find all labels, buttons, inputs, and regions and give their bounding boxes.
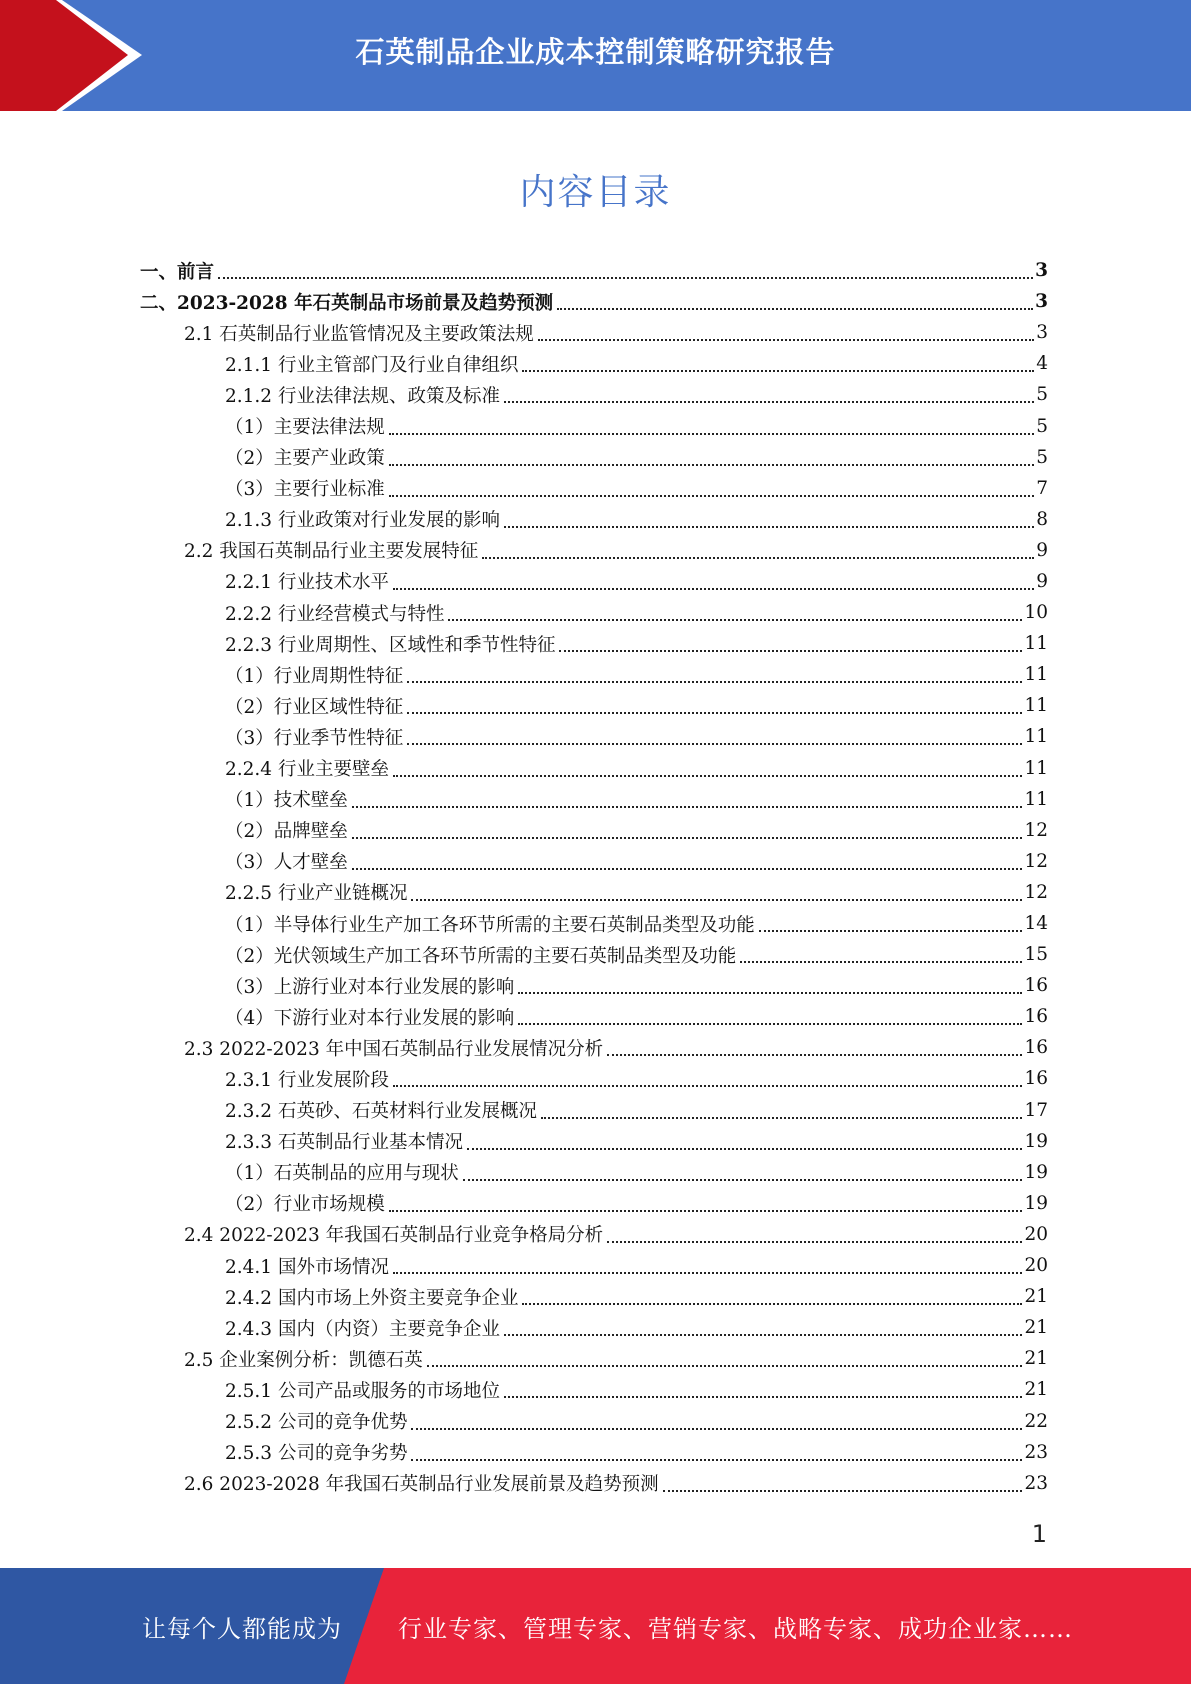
toc-entry-page: 15 bbox=[1024, 944, 1048, 966]
toc-leader-dots bbox=[541, 1116, 1022, 1119]
toc-leader-dots bbox=[448, 618, 1022, 621]
toc-leader-dots bbox=[559, 649, 1022, 652]
toc-entry[interactable] bbox=[140, 504, 1048, 535]
toc-entry[interactable] bbox=[140, 1095, 1048, 1126]
toc-entry-label: （3）主要行业标准 bbox=[225, 479, 385, 501]
toc-entry-page: 12 bbox=[1024, 881, 1048, 903]
toc-entry-page: 21 bbox=[1024, 1317, 1048, 1339]
toc-entry-label: 2.5.2 公司的竞争优势 bbox=[225, 1412, 408, 1434]
toc-entry-label: （1）石英制品的应用与现状 bbox=[225, 1163, 459, 1185]
toc-entry-label: （4）下游行业对本行业发展的影响 bbox=[225, 1007, 515, 1029]
toc-leader-dots bbox=[352, 836, 1023, 839]
toc-entry-page: 23 bbox=[1024, 1472, 1048, 1494]
toc-entry-label: 2.2.4 行业主要壁垒 bbox=[225, 759, 389, 781]
toc-entry-page: 3 bbox=[1035, 291, 1048, 313]
toc-entry[interactable] bbox=[140, 721, 1048, 752]
toc-entry[interactable] bbox=[140, 1343, 1048, 1374]
toc-entry-label: （1）行业周期性特征 bbox=[225, 665, 404, 687]
table-of-contents bbox=[140, 255, 1048, 1499]
toc-entry-label: 二、2023-2028 年石英制品市场前景及趋势预测 bbox=[140, 292, 554, 314]
toc-entry-label: 2.4 2022-2023 年我国石英制品行业竞争格局分析 bbox=[184, 1225, 604, 1247]
toc-leader-dots bbox=[557, 307, 1033, 310]
toc-leader-dots bbox=[411, 898, 1022, 901]
toc-entry[interactable] bbox=[140, 442, 1048, 473]
footer-slogan-right: 行业专家、管理专家、营销专家、战略专家、成功企业家…… bbox=[398, 1614, 1073, 1643]
toc-leader-dots bbox=[482, 556, 1034, 559]
toc-leader-dots bbox=[393, 587, 1034, 590]
toc-entry-page: 9 bbox=[1036, 539, 1048, 561]
toc-leader-dots bbox=[407, 711, 1022, 714]
toc-entry-page: 10 bbox=[1024, 602, 1048, 624]
toc-entry-label: 2.3.3 石英制品行业基本情况 bbox=[225, 1132, 463, 1154]
toc-leader-dots bbox=[467, 1147, 1022, 1150]
toc-entry-page: 7 bbox=[1036, 477, 1048, 499]
toc-leader-dots bbox=[427, 1364, 1023, 1367]
toc-entry[interactable] bbox=[140, 473, 1048, 504]
toc-entry-page: 21 bbox=[1024, 1379, 1048, 1401]
toc-entry[interactable] bbox=[140, 535, 1048, 566]
toc-entry[interactable] bbox=[140, 286, 1048, 317]
toc-entry-label: （2）品牌壁垒 bbox=[225, 821, 348, 843]
toc-entry-label: 2.2.1 行业技术水平 bbox=[225, 572, 389, 594]
toc-leader-dots bbox=[522, 369, 1034, 372]
toc-leader-dots bbox=[218, 276, 1033, 279]
toc-entry[interactable] bbox=[140, 1126, 1048, 1157]
toc-leader-dots bbox=[389, 432, 1034, 435]
toc-entry-page: 20 bbox=[1024, 1255, 1048, 1277]
toc-entry[interactable] bbox=[140, 877, 1048, 908]
toc-entry-label: 2.3.2 石英砂、石英材料行业发展概况 bbox=[225, 1101, 537, 1123]
toc-entry[interactable] bbox=[140, 1032, 1048, 1063]
toc-entry[interactable] bbox=[140, 1188, 1048, 1219]
toc-entry-page: 16 bbox=[1024, 1037, 1048, 1059]
toc-leader-dots bbox=[411, 1458, 1022, 1461]
toc-entry-label: （2）行业区域性特征 bbox=[225, 696, 404, 718]
toc-entry-label: （1）主要法律法规 bbox=[225, 417, 385, 439]
toc-entry-label: 2.5 企业案例分析：凯德石英 bbox=[184, 1349, 423, 1371]
toc-leader-dots bbox=[389, 494, 1034, 497]
toc-entry-page: 11 bbox=[1024, 695, 1048, 717]
toc-entry-label: （3）上游行业对本行业发展的影响 bbox=[225, 976, 515, 998]
toc-entry-page: 11 bbox=[1024, 726, 1048, 748]
toc-entry[interactable] bbox=[140, 1219, 1048, 1250]
toc-leader-dots bbox=[522, 1302, 1022, 1305]
toc-entry-label: （3）人才壁垒 bbox=[225, 852, 348, 874]
toc-entry-page: 16 bbox=[1024, 1068, 1048, 1090]
toc-leader-dots bbox=[607, 1053, 1022, 1056]
toc-entry-label: （1）技术壁垒 bbox=[225, 790, 348, 812]
toc-entry[interactable] bbox=[140, 1063, 1048, 1094]
toc-entry-page: 22 bbox=[1024, 1410, 1048, 1432]
toc-entry[interactable] bbox=[140, 410, 1048, 441]
toc-entry-page: 9 bbox=[1036, 570, 1048, 592]
toc-entry[interactable] bbox=[140, 1312, 1048, 1343]
toc-entry[interactable] bbox=[140, 846, 1048, 877]
toc-entry[interactable] bbox=[140, 317, 1048, 348]
toc-entry-label: 2.2.5 行业产业链概况 bbox=[225, 883, 408, 905]
page-header bbox=[0, 0, 1191, 111]
toc-entry-label: 2.3 2022-2023 年中国石英制品行业发展情况分析 bbox=[184, 1038, 604, 1060]
toc-entry-page: 3 bbox=[1035, 260, 1048, 282]
toc-leader-dots bbox=[393, 1271, 1022, 1274]
toc-entry[interactable] bbox=[140, 970, 1048, 1001]
toc-leader-dots bbox=[393, 774, 1022, 777]
toc-entry[interactable] bbox=[140, 939, 1048, 970]
toc-entry-page: 21 bbox=[1024, 1286, 1048, 1308]
page-footer bbox=[0, 1568, 1191, 1684]
toc-entry[interactable] bbox=[140, 815, 1048, 846]
toc-leader-dots bbox=[538, 338, 1034, 341]
toc-leader-dots bbox=[504, 400, 1034, 403]
toc-entry[interactable] bbox=[140, 1250, 1048, 1281]
toc-entry-label: （2）行业市场规模 bbox=[225, 1194, 385, 1216]
toc-leader-dots bbox=[407, 680, 1022, 683]
toc-entry-label: 2.1 石英制品行业监管情况及主要政策法规 bbox=[184, 323, 534, 345]
toc-entry-label: 2.2 我国石英制品行业主要发展特征 bbox=[184, 541, 479, 563]
toc-leader-dots bbox=[740, 960, 1022, 963]
toc-leader-dots bbox=[518, 991, 1022, 994]
toc-entry[interactable] bbox=[140, 1405, 1048, 1436]
toc-leader-dots bbox=[463, 1178, 1023, 1181]
toc-entry-page: 19 bbox=[1024, 1192, 1048, 1214]
toc-entry[interactable] bbox=[140, 1157, 1048, 1188]
toc-leader-dots bbox=[504, 1333, 1022, 1336]
toc-entry-label: 2.1.3 行业政策对行业发展的影响 bbox=[225, 510, 500, 532]
toc-leader-dots bbox=[393, 1084, 1022, 1087]
toc-entry[interactable] bbox=[140, 348, 1048, 379]
toc-entry-page: 23 bbox=[1024, 1441, 1048, 1463]
toc-entry-label: 2.4.1 国外市场情况 bbox=[225, 1256, 389, 1278]
toc-entry-label: 2.2.2 行业经营模式与特性 bbox=[225, 603, 445, 625]
toc-entry[interactable] bbox=[140, 690, 1048, 721]
toc-entry-page: 3 bbox=[1036, 322, 1048, 344]
toc-entry-page: 16 bbox=[1024, 1006, 1048, 1028]
toc-leader-dots bbox=[518, 1022, 1022, 1025]
toc-entry[interactable] bbox=[140, 1281, 1048, 1312]
toc-entry-label: （2）光伏领域生产加工各环节所需的主要石英制品类型及功能 bbox=[225, 945, 737, 967]
toc-entry-label: 2.1.2 行业法律法规、政策及标准 bbox=[225, 385, 500, 407]
toc-entry[interactable] bbox=[140, 908, 1048, 939]
toc-entry-page: 5 bbox=[1036, 415, 1048, 437]
toc-entry[interactable] bbox=[140, 753, 1048, 784]
toc-entry[interactable] bbox=[140, 566, 1048, 597]
report-title: 石英制品企业成本控制策略研究报告 bbox=[355, 34, 836, 69]
toc-entry-label: 2.1.1 行业主管部门及行业自律组织 bbox=[225, 354, 519, 376]
toc-entry-page: 20 bbox=[1024, 1223, 1048, 1245]
toc-entry[interactable] bbox=[140, 1437, 1048, 1468]
toc-entry-page: 19 bbox=[1024, 1130, 1048, 1152]
toc-entry-page: 5 bbox=[1036, 446, 1048, 468]
toc-entry-label: 2.5.1 公司产品或服务的市场地位 bbox=[225, 1380, 500, 1402]
toc-entry[interactable] bbox=[140, 784, 1048, 815]
toc-entry-page: 19 bbox=[1024, 1161, 1048, 1183]
toc-heading: 内容目录 bbox=[519, 172, 672, 213]
toc-entry[interactable] bbox=[140, 628, 1048, 659]
toc-entry-page: 11 bbox=[1024, 757, 1048, 779]
toc-leader-dots bbox=[389, 1209, 1023, 1212]
toc-entry-page: 14 bbox=[1024, 913, 1048, 935]
toc-leader-dots bbox=[504, 1395, 1022, 1398]
toc-entry-page: 21 bbox=[1024, 1348, 1048, 1370]
toc-entry-label: 2.4.3 国内（内资）主要竞争企业 bbox=[225, 1318, 500, 1340]
toc-entry-page: 4 bbox=[1036, 353, 1048, 375]
toc-leader-dots bbox=[389, 463, 1034, 466]
toc-entry[interactable] bbox=[140, 1374, 1048, 1405]
toc-entry-page: 16 bbox=[1024, 975, 1048, 997]
toc-leader-dots bbox=[407, 742, 1022, 745]
toc-leader-dots bbox=[352, 805, 1023, 808]
toc-leader-dots bbox=[759, 929, 1023, 932]
toc-entry-label: 2.2.3 行业周期性、区域性和季节性特征 bbox=[225, 634, 556, 656]
toc-entry[interactable] bbox=[140, 1001, 1048, 1032]
toc-entry-label: 2.3.1 行业发展阶段 bbox=[225, 1069, 389, 1091]
toc-entry-label: （3）行业季节性特征 bbox=[225, 727, 404, 749]
toc-entry-page: 12 bbox=[1024, 850, 1048, 872]
toc-leader-dots bbox=[663, 1489, 1023, 1492]
toc-entry-page: 17 bbox=[1024, 1099, 1048, 1121]
toc-entry-page: 8 bbox=[1036, 508, 1048, 530]
toc-leader-dots bbox=[352, 867, 1023, 870]
toc-entry[interactable] bbox=[140, 379, 1048, 410]
toc-entry[interactable] bbox=[140, 659, 1048, 690]
toc-leader-dots bbox=[411, 1427, 1022, 1430]
toc-entry-label: （1）半导体行业生产加工各环节所需的主要石英制品类型及功能 bbox=[225, 914, 755, 936]
toc-entry-label: （2）主要产业政策 bbox=[225, 448, 385, 470]
toc-leader-dots bbox=[607, 1240, 1022, 1243]
toc-entry[interactable] bbox=[140, 597, 1048, 628]
toc-entry-page: 11 bbox=[1024, 633, 1048, 655]
toc-entry-label: 2.5.3 公司的竞争劣势 bbox=[225, 1443, 408, 1465]
toc-entry[interactable] bbox=[140, 255, 1048, 286]
toc-entry-label: 2.4.2 国内市场上外资主要竞争企业 bbox=[225, 1287, 519, 1309]
toc-entry[interactable] bbox=[140, 1468, 1048, 1499]
toc-leader-dots bbox=[504, 525, 1034, 528]
toc-entry-page: 5 bbox=[1036, 384, 1048, 406]
toc-entry-page: 12 bbox=[1024, 819, 1048, 841]
toc-entry-page: 11 bbox=[1024, 664, 1048, 686]
toc-entry-page: 11 bbox=[1024, 788, 1048, 810]
page-number: 1 bbox=[1031, 1520, 1047, 1548]
footer-slogan-left: 让每个人都能成为 bbox=[142, 1614, 342, 1643]
toc-entry-label: 一、前言 bbox=[140, 261, 215, 283]
toc-entry-label: 2.6 2023-2028 年我国石英制品行业发展前景及趋势预测 bbox=[184, 1474, 659, 1496]
